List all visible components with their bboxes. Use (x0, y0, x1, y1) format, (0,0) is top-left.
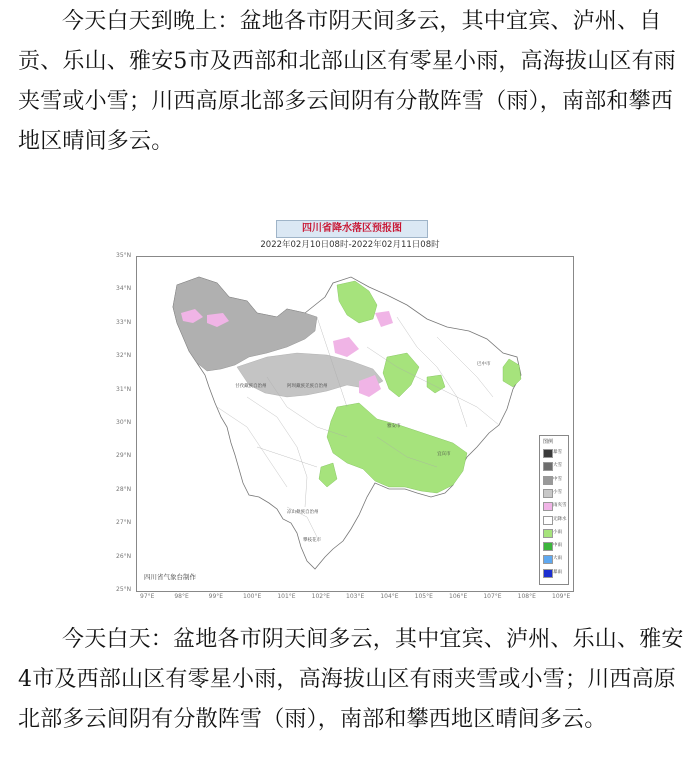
legend-label: 中雪 (553, 476, 562, 482)
latitude-label: 34°N (116, 285, 132, 293)
forecast-paragraph-daytime: 今天白天：盆地各市阴天间多云，其中宜宾、泸州、乐山、雅安4市及西部山区有零星小雨，高海拔山区有雨夹雪或小雪；川西高原北部多云间阴有分散阵雪（雨），南部和攀西地区晴间多云。 (18, 627, 684, 732)
legend-item (543, 541, 567, 550)
latitude-label: 26°N (116, 552, 132, 560)
legend-title: 图例 (543, 439, 554, 445)
longitude-label: 102°E (311, 593, 330, 600)
legend-label: 暴雨 (553, 569, 562, 575)
longitude-label: 105°E (414, 593, 433, 600)
sichuan-map-svg (137, 257, 573, 591)
longitude-label: 104°E (380, 593, 399, 600)
map-legend (539, 435, 569, 585)
latitude-label: 32°N (116, 352, 132, 360)
longitude-label: 100°E (243, 593, 262, 600)
legend-item (543, 488, 567, 497)
place-label-4: 攀枝花市 (303, 538, 321, 543)
legend-swatch (543, 516, 553, 525)
latitude-label: 29°N (116, 452, 132, 460)
longitude-label: 106°E (449, 593, 468, 600)
map-title-box (276, 220, 428, 238)
longitude-label: 109°E (552, 593, 571, 600)
forecast-paragraph-tonight: 今天白天到晚上：盆地各市阴天间多云，其中宜宾、泸州、自贡、乐山、雅安5市及西部和北部山区有零星小雨，高海拔山区有雨夹雪或小雪；川西高原北部多云间阴有分散阵雪（雨），南部和攀西地区晴间多云。 (18, 9, 676, 154)
place-label-1: 阿坝藏族羌族自治州 (287, 384, 328, 389)
longitude-label: 99°E (208, 593, 224, 600)
legend-item (543, 501, 567, 510)
longitude-label: 108°E (517, 593, 536, 600)
place-label-2: 甘孜藏族自治州 (235, 384, 267, 389)
legend-label: 暴雪 (553, 450, 562, 455)
map-credit: 四川省气象台制作 (144, 573, 196, 581)
legend-swatch (543, 529, 553, 538)
legend-swatch (543, 502, 553, 511)
latitude-label: 25°N (116, 586, 132, 593)
legend-label: 无降水 (553, 516, 567, 522)
legend-label: 雨夹雪 (553, 503, 567, 509)
longitude-label: 103°E (346, 593, 365, 600)
legend-label: 小雨 (553, 529, 562, 535)
precipitation-forecast-map (100, 212, 600, 612)
legend-swatch (543, 476, 553, 485)
legend-item (543, 475, 567, 484)
legend-label: 大雨 (553, 556, 562, 562)
latitude-label: 33°N (116, 318, 132, 326)
legend-label: 大雪 (553, 463, 562, 469)
legend-item (543, 528, 567, 537)
place-label-5: 雅安市 (387, 424, 401, 429)
legend-label: 小雪 (553, 489, 562, 495)
latitude-label: 31°N (116, 385, 132, 393)
legend-swatch (543, 555, 553, 564)
legend-label: 中雨 (553, 543, 562, 549)
legend-swatch (543, 462, 553, 471)
legend-item (543, 554, 567, 563)
longitude-label: 107°E (483, 593, 502, 600)
map-subtitle: 2022年02月10日08时-2022年02月11日08时 (260, 240, 440, 250)
longitude-label: 98°E (174, 593, 189, 600)
latitude-label: 35°N (116, 252, 132, 259)
legend-item (543, 461, 567, 470)
legend-item (543, 568, 567, 577)
legend-item (543, 515, 567, 524)
legend-swatch (543, 449, 553, 458)
map-title: 四川省降水落区预报图 (302, 223, 402, 234)
place-label-6: 宜宾市 (437, 452, 451, 457)
legend-swatch (543, 489, 553, 498)
legend-swatch (543, 542, 553, 551)
longitude-label: 97°E (140, 593, 155, 600)
latitude-label: 27°N (116, 519, 132, 527)
place-label-3: 凉山彝族自治州 (287, 510, 319, 515)
legend-item (543, 448, 567, 457)
place-label-7: 巴中市 (477, 362, 491, 367)
longitude-label: 101°E (277, 593, 296, 600)
latitude-label: 30°N (116, 419, 132, 426)
legend-swatch (543, 569, 553, 578)
map-plot-area (136, 256, 574, 592)
latitude-label: 28°N (116, 485, 132, 493)
